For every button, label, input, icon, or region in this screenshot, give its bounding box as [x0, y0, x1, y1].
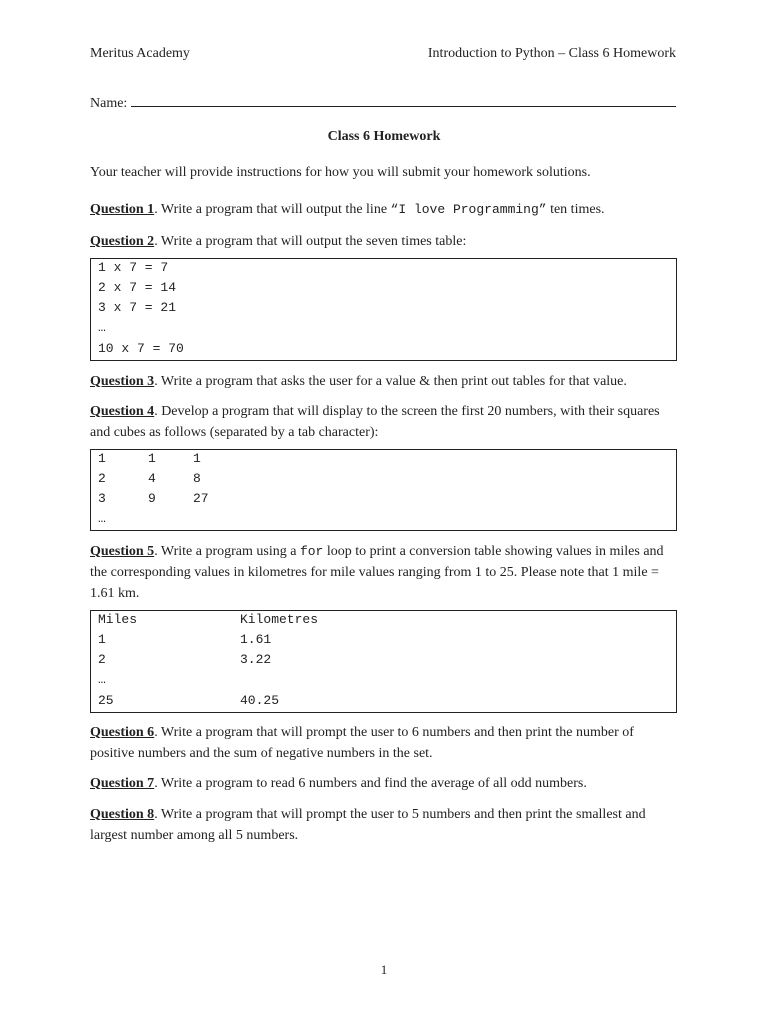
- table-row: [98, 471, 201, 487]
- question-7: [90, 773, 680, 794]
- code-line: …: [98, 320, 106, 335]
- question-3-label: Question 3: [90, 374, 155, 389]
- question-3-text: . Write a program that asks the user for a value & then print out tables for that value.: [154, 374, 627, 389]
- question-2-label: Question 2: [90, 234, 155, 249]
- question-1-text-before: . Write a program that will output the line: [154, 202, 391, 217]
- table-row: [98, 632, 272, 648]
- question-2: [90, 231, 680, 252]
- question-1-label: Question 1: [90, 202, 155, 217]
- page-title: Class 6 Homework: [327, 129, 441, 144]
- table-row: [98, 652, 272, 668]
- cell-cube: 8: [193, 471, 201, 486]
- cell-km: 3.22: [240, 652, 272, 667]
- intro-text: Your teacher will provide instructions for how you will submit your homework solutions.: [90, 165, 591, 180]
- cell-km: 1.61: [240, 632, 272, 647]
- header-kilometres: Kilometres: [240, 612, 319, 627]
- cell-n: 1: [98, 451, 106, 466]
- name-field: [90, 92, 676, 112]
- question-5-text-after: loop to print a conversion table showing values in miles and the corresponding values in kilometres for mile values ranging from 1 to 25. Please note that 1 mile = 1.61 km.: [90, 544, 664, 601]
- question-8: [90, 804, 680, 846]
- table-header-row: [98, 612, 319, 628]
- question-7-text: . Write a program to read 6 numbers and find the average of all odd numbers.: [154, 776, 587, 791]
- question-4-code-box: [90, 449, 677, 531]
- cell-n: …: [98, 511, 106, 526]
- cell-square: 4: [148, 471, 156, 486]
- question-4-text: . Develop a program that will display to the screen the first 20 numbers, with their squares and cubes as follows (separated by a tab character):: [90, 404, 660, 440]
- question-5-code: for: [299, 544, 324, 559]
- question-6-text: . Write a program that will prompt the user to 6 numbers and then print the number of positive numbers and the sum of negative numbers in the set.: [90, 725, 634, 761]
- cell-square: 9: [148, 491, 156, 506]
- header-course: Introduction to Python – Class 6 Homework: [427, 46, 676, 61]
- cell-n: 2: [98, 471, 106, 486]
- question-5-code-box: [90, 610, 677, 713]
- table-row: [98, 511, 106, 527]
- page-number: 1: [380, 962, 388, 977]
- table-row: [98, 451, 201, 467]
- code-line: 10 x 7 = 70: [98, 341, 184, 356]
- question-4: [90, 401, 680, 443]
- name-underline: [131, 92, 676, 107]
- question-8-label: Question 8: [90, 807, 155, 822]
- question-1-code: “I love Programming”: [390, 202, 547, 217]
- header-miles: Miles: [98, 612, 138, 627]
- question-5-text-before: . Write a program using a: [154, 544, 300, 559]
- code-line: 3 x 7 = 21: [98, 300, 177, 315]
- question-5-label: Question 5: [90, 544, 155, 559]
- question-2-text: . Write a program that will output the seven times table:: [154, 234, 467, 249]
- cell-cube: 1: [193, 451, 201, 466]
- question-2-code-box: [90, 258, 677, 361]
- question-6-label: Question 6: [90, 725, 155, 740]
- question-3: [90, 371, 680, 392]
- question-7-label: Question 7: [90, 776, 155, 791]
- question-1-text-after: ten times.: [546, 202, 605, 217]
- cell-miles: 2: [98, 652, 106, 667]
- cell-km: 40.25: [240, 693, 280, 708]
- cell-n: 3: [98, 491, 106, 506]
- question-1: [90, 199, 680, 220]
- question-6: [90, 722, 680, 764]
- table-row: [98, 672, 106, 688]
- question-5: [90, 541, 680, 604]
- cell-miles: 25: [98, 693, 114, 708]
- question-4-label: Question 4: [90, 404, 155, 419]
- cell-cube: 27: [193, 491, 209, 506]
- cell-miles: 1: [98, 632, 106, 647]
- header-school: Meritus Academy: [90, 46, 190, 61]
- table-row: [98, 693, 280, 709]
- cell-square: 1: [148, 451, 156, 466]
- name-label: Name:: [90, 96, 128, 111]
- question-8-text: . Write a program that will prompt the user to 5 numbers and then print the smallest and largest number among all 5 numbers.: [90, 807, 646, 843]
- table-row: [98, 491, 209, 507]
- code-line: 2 x 7 = 14: [98, 280, 177, 295]
- code-line: 1 x 7 = 7: [98, 260, 169, 275]
- cell-miles: …: [98, 672, 106, 687]
